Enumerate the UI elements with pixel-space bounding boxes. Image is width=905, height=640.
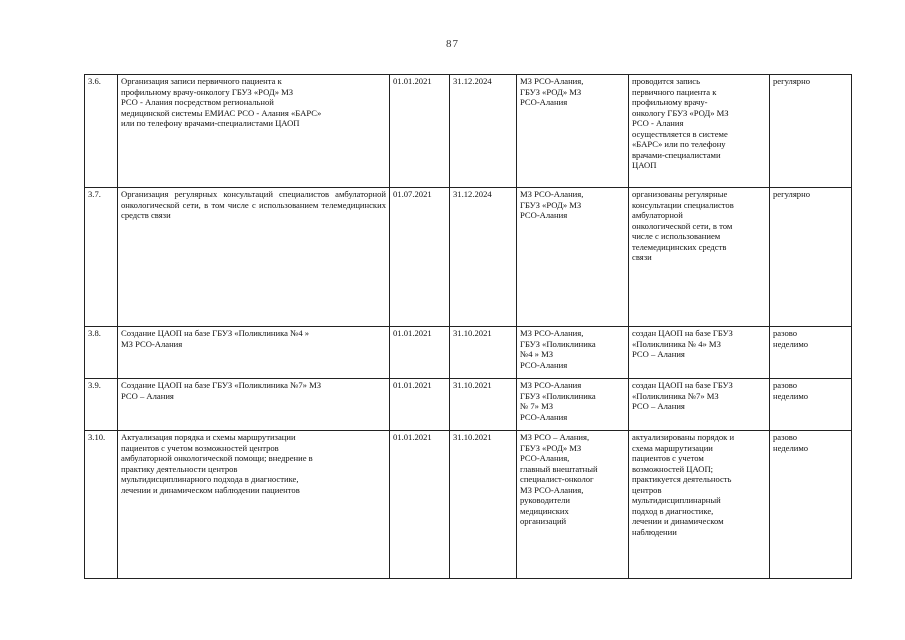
row-number: 3.10.: [85, 431, 118, 579]
end-date-cell: 31.12.2024: [450, 188, 517, 327]
table-row: [85, 327, 852, 379]
row-number: 3.6.: [85, 75, 118, 188]
table-row: [85, 75, 852, 188]
start-date-cell: 01.01.2021: [390, 431, 450, 579]
responsible-cell: МЗ РСО-Алания, ГБУЗ «РОД» МЗ РСО-Алания: [517, 75, 629, 188]
row-number: 3.9.: [85, 379, 118, 431]
result-cell: актуализированы порядок и схема маршрутизации пациентов с учетом возможностей ЦАОП; практикуется деятельность центров мультидисциплинарный подход в диагностике, лечении и динамическом наблюдении: [629, 431, 770, 579]
start-date-cell: 01.01.2021: [390, 379, 450, 431]
frequency-cell: регулярно: [770, 188, 852, 327]
frequency-cell: разово неделимо: [770, 379, 852, 431]
responsible-cell: МЗ РСО-Алания, ГБУЗ «РОД» МЗ РСО-Алания: [517, 188, 629, 327]
result-cell: создан ЦАОП на базе ГБУЗ «Поликлиника № 4» МЗ РСО – Алания: [629, 327, 770, 379]
activity-cell: Создание ЦАОП на базе ГБУЗ «Поликлиника №4 » МЗ РСО-Алания: [118, 327, 390, 379]
result-cell: организованы регулярные консультации специалистов амбулаторной онкологической сети, в том числе с использованием телемедицинских средств связи: [629, 188, 770, 327]
activity-cell: Актуализация порядка и схемы маршрутизации пациентов с учетом возможностей центров амбулаторной онкологической помощи; внедрение в практику деятельности центров мультидисциплинарного подхода в диагностике, лечении и динамическом наблюдении пациентов: [118, 431, 390, 579]
row-number: 3.8.: [85, 327, 118, 379]
start-date-cell: 01.01.2021: [390, 75, 450, 188]
start-date-cell: 01.07.2021: [390, 188, 450, 327]
responsible-cell: МЗ РСО-Алания ГБУЗ «Поликлиника № 7» МЗ РСО-Алания: [517, 379, 629, 431]
table-row: [85, 431, 852, 579]
activity-cell: Создание ЦАОП на базе ГБУЗ «Поликлиника №7» МЗ РСО – Алания: [118, 379, 390, 431]
end-date-cell: 31.10.2021: [450, 379, 517, 431]
table-row: [85, 379, 852, 431]
activities-table: [84, 74, 852, 579]
responsible-cell: МЗ РСО – Алания, ГБУЗ «РОД» МЗ РСО-Алания, главный внештатный специалист-онколог МЗ РСО-Алания, руководители медицинских организаций: [517, 431, 629, 579]
row-number: 3.7.: [85, 188, 118, 327]
responsible-cell: МЗ РСО-Алания, ГБУЗ «Поликлиника №4 » МЗ РСО-Алания: [517, 327, 629, 379]
end-date-cell: 31.10.2021: [450, 327, 517, 379]
end-date-cell: 31.10.2021: [450, 431, 517, 579]
end-date-cell: 31.12.2024: [450, 75, 517, 188]
result-cell: проводится запись первичного пациента к профильному врачу- онкологу ГБУЗ «РОД» МЗ РСО - Алания осуществляется в системе «БАРС» или по телефону врачами-специалистами ЦАОП: [629, 75, 770, 188]
activity-cell: Организация записи первичного пациента к профильному врачу-онкологу ГБУЗ «РОД» МЗ РСО - Алания посредством региональной медицинской системы ЕМИАС РСО - Алания «БАРС» или по телефону врачами-специалистами ЦАОП: [118, 75, 390, 188]
start-date-cell: 01.01.2021: [390, 327, 450, 379]
frequency-cell: разово неделимо: [770, 327, 852, 379]
table-row: [85, 188, 852, 327]
frequency-cell: разово неделимо: [770, 431, 852, 579]
page-number: 87: [446, 38, 459, 50]
result-cell: создан ЦАОП на базе ГБУЗ «Поликлиника №7» МЗ РСО – Алания: [629, 379, 770, 431]
activity-cell: Организация регулярных консультаций специалистов амбулаторной онкологической сети, в том числе с использованием телемедицинских средств связи: [118, 188, 390, 327]
frequency-cell: регулярно: [770, 75, 852, 188]
